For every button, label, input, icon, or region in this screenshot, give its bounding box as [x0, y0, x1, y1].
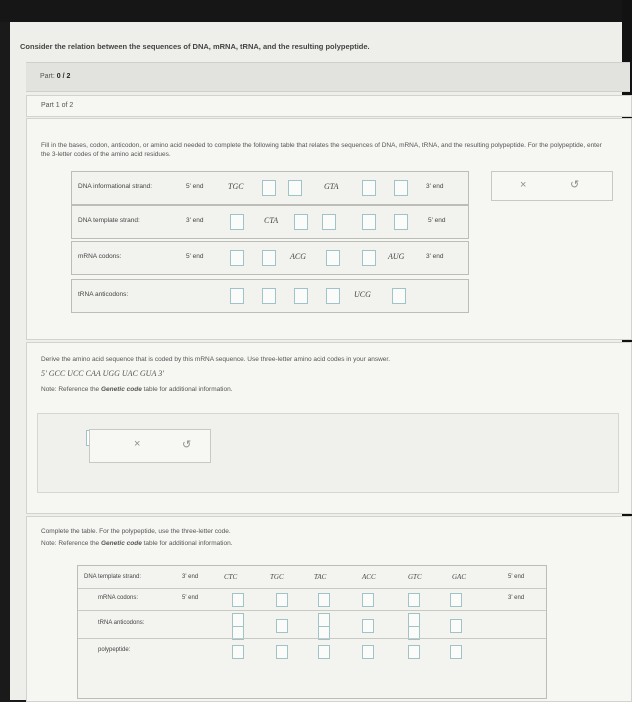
question2-toolbar	[89, 429, 211, 463]
codon-input[interactable]	[394, 214, 408, 230]
part-progress	[40, 73, 70, 80]
codon-input[interactable]	[294, 288, 308, 304]
part-label: Part 1 of 2	[41, 102, 74, 109]
header-end: 5' end	[508, 574, 525, 580]
aminoacid-input[interactable]	[362, 645, 374, 659]
table1-row-dna-informational	[71, 171, 469, 205]
header-codon: TGC	[270, 573, 284, 581]
codon-input[interactable]	[394, 180, 408, 196]
table1-row-trna	[71, 279, 469, 313]
codon-input[interactable]	[362, 619, 374, 633]
part-progress-value: 0 / 2	[56, 73, 71, 80]
codon-input[interactable]	[450, 619, 462, 633]
table2-note	[41, 539, 233, 548]
header-codon: CTC	[224, 573, 238, 581]
part-header	[26, 95, 632, 117]
header-label: DNA template strand:	[84, 574, 142, 580]
mrna-sequence: 5' GCC UCC CAA UGG UAC GUA 3'	[41, 369, 164, 378]
photo-edge-top	[0, 0, 632, 22]
row-end: 3' end	[508, 595, 525, 601]
undo-button[interactable]: ↺	[182, 439, 192, 451]
row-end: 3' end	[426, 183, 444, 190]
row-end: 5' end	[428, 217, 446, 224]
aminoacid-input[interactable]	[408, 645, 420, 659]
table2-row-trna	[78, 610, 546, 639]
clear-button[interactable]: ×	[520, 179, 527, 191]
genetic-code-link[interactable]: Genetic code	[100, 540, 142, 547]
codon-input[interactable]	[362, 180, 376, 196]
row-label: tRNA anticodons:	[78, 291, 129, 298]
row-label: mRNA codons:	[78, 253, 122, 260]
codon-input[interactable]	[276, 593, 288, 607]
codon-input[interactable]	[276, 619, 288, 633]
header-codon: ACC	[362, 573, 376, 581]
genetic-code-link[interactable]: Genetic code	[100, 386, 142, 393]
row-end: 3' end	[426, 253, 444, 260]
codon-input[interactable]	[362, 214, 376, 230]
note-prefix: Note: Reference the	[41, 540, 101, 547]
codon-input[interactable]	[322, 214, 336, 230]
codon-input[interactable]	[318, 613, 330, 627]
header-codon: GTC	[408, 573, 422, 581]
note-suffix: table for additional information.	[141, 540, 233, 547]
header-start: 3' end	[182, 574, 199, 580]
codon-input[interactable]	[362, 250, 376, 266]
table1-row-dna-template	[71, 205, 469, 239]
note-prefix: Note: Reference the	[41, 386, 101, 393]
codon-given: UCG	[354, 290, 371, 299]
codon-input[interactable]	[262, 250, 276, 266]
table2-row-mrna	[78, 588, 546, 611]
codon-input[interactable]	[230, 250, 244, 266]
part-progress-bar	[26, 62, 630, 92]
codon-input[interactable]	[408, 613, 420, 627]
table1-toolbar	[491, 171, 613, 201]
header-codon: TAC	[314, 573, 327, 581]
aminoacid-input[interactable]	[450, 645, 462, 659]
row-start: 3' end	[186, 217, 204, 224]
codon-input[interactable]	[294, 214, 308, 230]
codon-input[interactable]	[450, 593, 462, 607]
codon-input[interactable]	[318, 593, 330, 607]
codon-input[interactable]	[392, 288, 406, 304]
note-suffix: table for additional information.	[141, 386, 233, 393]
codon-given: ACG	[290, 252, 306, 261]
codon-input[interactable]	[408, 593, 420, 607]
question2-instructions: Derive the amino acid sequence that is coded by this mRNA sequence. Use three-letter amino acid codes in your answer.	[41, 356, 391, 363]
row-start: 5' end	[182, 595, 199, 601]
row-label: DNA informational strand:	[78, 183, 153, 190]
aminoacid-input[interactable]	[232, 645, 244, 659]
codon-input[interactable]	[232, 593, 244, 607]
table2-grid	[77, 565, 547, 699]
codon-input[interactable]	[262, 180, 276, 196]
genetic-code-note	[41, 385, 233, 394]
codon-input[interactable]	[230, 288, 244, 304]
part-progress-label: Part:	[40, 73, 55, 80]
codon-input[interactable]	[262, 288, 276, 304]
table2-instructions: Complete the table. For the polypeptide, use the three-letter code.	[41, 528, 231, 535]
row-label: tRNA anticodons:	[98, 620, 145, 626]
table2-row-polypeptide	[78, 638, 546, 663]
row-label: mRNA codons:	[98, 595, 139, 601]
header-codon: GAC	[452, 573, 466, 581]
question-prompt: Consider the relation between the sequences of DNA, mRNA, tRNA, and the resulting polypeptide.	[20, 42, 370, 51]
part1-section	[26, 118, 632, 340]
codon-given: CTA	[264, 216, 279, 225]
aminoacid-input[interactable]	[318, 645, 330, 659]
aminoacid-input[interactable]	[276, 645, 288, 659]
codon-input[interactable]	[326, 288, 340, 304]
codon-given: GTA	[324, 182, 339, 191]
table2-header-row	[78, 566, 546, 588]
row-label: polypeptide:	[98, 647, 131, 653]
table1-instructions: Fill in the bases, codon, anticodon, or amino acid needed to complete the following table that relates the sequences of DNA, mRNA, tRNA, and the resulting polypeptide. For the polypeptide, enter the 3-letter codes of the amino acid residues.	[41, 142, 602, 158]
table2-section	[26, 516, 632, 702]
table1-row-mrna	[71, 241, 469, 275]
codon-given: TGC	[228, 182, 244, 191]
codon-input[interactable]	[362, 593, 374, 607]
codon-input[interactable]	[326, 250, 340, 266]
row-start: 5' end	[186, 183, 204, 190]
part2-section	[26, 342, 632, 514]
row-start: 5' end	[186, 253, 204, 260]
undo-button[interactable]: ↺	[570, 179, 580, 191]
codon-input[interactable]	[232, 613, 244, 627]
clear-button[interactable]: ×	[134, 438, 141, 450]
codon-given: AUG	[388, 252, 405, 261]
codon-input[interactable]	[230, 214, 244, 230]
row-label: DNA template strand:	[78, 217, 140, 224]
codon-input[interactable]	[288, 180, 302, 196]
